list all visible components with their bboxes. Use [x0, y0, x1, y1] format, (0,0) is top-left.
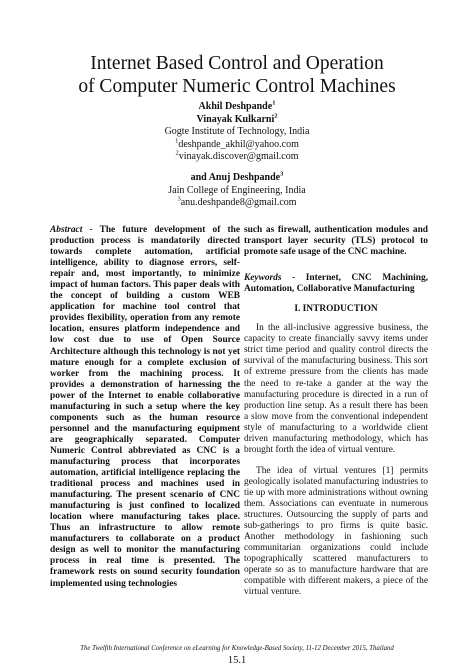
title-line-1: Internet Based Control and Operation [90, 53, 384, 74]
affiliation-2: Jain College of Engineering, India [168, 184, 306, 196]
intro-paragraph-2: The idea of virtual ventures [1] permits geologically isolated manufacturing industries to tie up with more administrations without owning them. Associations can eventuate in numerous structures. Outsourcing the supply of parts and sub-gatherings to pro firms is quite basic. Another methodology in fashioning such communitarian organizations could include topographically scattered manufacturers to operate so as to manufacture hardware that are compatible with different makers, a piece of the virtual venture. [244, 465, 428, 598]
keywords-text: - Internet, CNC Machining, Automation, Collaborative Manufacturing [244, 273, 428, 295]
keywords [244, 273, 428, 295]
title-line-2: of Computer Numeric Control Machines [78, 76, 396, 97]
left-column [50, 225, 240, 590]
abstract [50, 225, 240, 590]
email-3: $^3$anu.deshpande8@gmail.com [177, 195, 297, 209]
author-1: Akhil Deshpande$^1$ [198, 99, 276, 112]
keywords-label: Keywords [244, 273, 282, 284]
section-heading: I. INTRODUCTION [294, 304, 378, 315]
right-column [244, 225, 428, 598]
abstract-label: Abstract [50, 225, 83, 235]
intro-paragraph-1: In the all-inclusive aggressive business, the capacity to create financially savvy items under strict time period and quality control directs the survival of the manufacturing business. This sort of extreme pressure from the clients has made the need to re-take a gander at the way the manufacturing procedure is directed in a run of production line setup. As a result there has been a slow move from the conventional independent style of manufacturing to a worldwide client driven manufacturing methodology, which has brought forth the idea of virtual venture. [244, 323, 428, 455]
abstract-continued: such as firewall, authentication modules and transport layer security (TLS) protocol to promote safe usage of the CNC machine. [244, 225, 428, 258]
abstract-text: - The future development of the production process is mandatorily directed towards complete automation, artificial intelligence, ability to diagnose errors, self-repair and, most importantly, to minimize impact of human factors. This paper deals with the concept of building a custom WEB application for machine tool control that provides flexibility, operation from any remote location, ensures platform independence and low cost due to use of Open Source Architecture although this technology is not yet mature enough for a complete exclusion of worker from the machining process. It provides a demonstration of harnessing the power of the Internet to enable collaborative manufacturing in such a setup where the key components such as the human resource personnel and the manufacturing equipment are geographically separated. Computer Numeric Control abbreviated as CNC is a manufacturing process that incorporates automation, artificial intelligence replacing the traditional process and machines used in manufacturing. The present scenario of CNC manufacturing is just confined to localized location where manufacturing takes place. Thus an infrastructure to allow remote manufacturers to collaborate on a product design as well to monitor the manufacturing process in real time is presented. The framework rests on sound security foundation implemented using technologies [50, 225, 240, 589]
paper-title [30, 52, 444, 98]
email-1: $^1$deshpande_akhil@yahoo.com [175, 137, 299, 150]
author-block [60, 101, 414, 210]
email-2: $^2$vinayak.discover@gmail.com [175, 150, 299, 163]
conference-footer: The Twelfth International Conference on eLearning for Knowledge-Based Society, 11-12 December 2015, Thailand [80, 645, 394, 652]
author-3: and Anuj Deshpande$^3$ [190, 170, 284, 183]
introduction-body [244, 323, 428, 598]
author-2: Vinayak Kulkarni$^2$ [196, 112, 278, 125]
affiliation-1: Gogte Institute of Technology, India [164, 126, 310, 138]
page-number: 15.1 [227, 655, 247, 666]
